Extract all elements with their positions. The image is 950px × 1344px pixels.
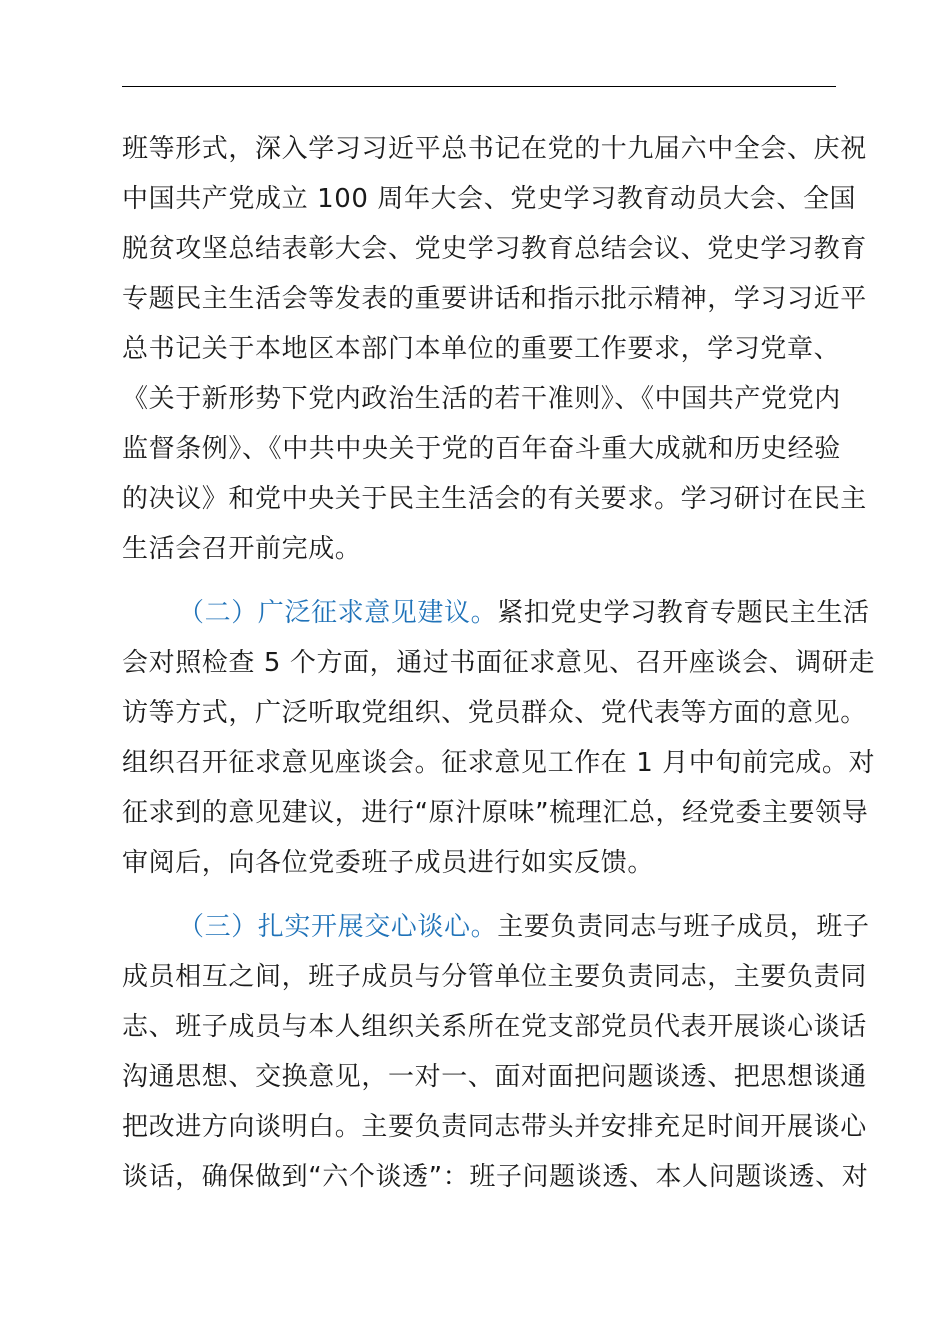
text-line: 的决议》和党中央关于民主生活会的有关要求。学习研讨在民主 (122, 484, 867, 514)
paragraph-study-materials (122, 124, 867, 574)
text-line: 把改进方向谈明白。主要负责同志带头并安排充足时间开展谈心 (122, 1112, 867, 1142)
paragraph-solicit-opinions (122, 588, 876, 888)
text-line: 监督条例》、《中共中央关于党的百年奋斗重大成就和历史经验 (122, 434, 841, 464)
text-line: 专题民主生活会等发表的重要讲话和指示批示精神，学习习近平 (122, 284, 867, 314)
paragraph-heart-to-heart (122, 902, 870, 1202)
text-line: 成员相互之间，班子成员与分管单位主要负责同志，主要负责同 (122, 962, 867, 992)
text-line-first (122, 588, 870, 638)
text-line: 《关于新形势下党内政治生活的若干准则》、《中国共产党党内 (122, 384, 841, 414)
text-line: 沟通思想、交换意见，一对一、面对面把问题谈透、把思想谈通 (122, 1062, 867, 1092)
document-body (122, 124, 876, 1202)
heading-continuation: 紧扣党史学习教育专题民主生活 (497, 598, 870, 628)
text-line: 会对照检查 5 个方面，通过书面征求意见、召开座谈会、调研走 (122, 648, 876, 678)
text-line: 脱贫攻坚总结表彰大会、党史学习教育总结会议、党史学习教育 (122, 234, 867, 264)
paragraph-gap (122, 888, 838, 902)
section-heading-3: （三）扎实开展交心谈心。 (178, 912, 498, 942)
text-line: 审阅后，向各位党委班子成员进行如实反馈。 (122, 848, 655, 878)
heading-continuation: 主要负责同志与班子成员，班子 (497, 912, 870, 942)
text-line: 志、班子成员与本人组织关系所在党支部党员代表开展谈心谈话 (122, 1012, 867, 1042)
text-line: 中国共产党成立 100 周年大会、党史学习教育动员大会、全国 (122, 184, 857, 214)
text-line: 生活会召开前完成。 (122, 534, 362, 564)
text-line: 总书记关于本地区本部门本单位的重要工作要求，学习党章、 (122, 334, 841, 364)
text-line: 谈话，确保做到“六个谈透”：班子问题谈透、本人问题谈透、对 (122, 1162, 869, 1192)
paragraph-gap (122, 574, 838, 588)
text-line-first (122, 902, 870, 952)
text-line: 班等形式，深入学习习近平总书记在党的十九届六中全会、庆祝 (122, 134, 867, 164)
text-line: 征求到的意见建议，进行“原汁原味”梳理汇总，经党委主要领导 (122, 798, 869, 828)
text-line: 访等方式，广泛听取党组织、党员群众、党代表等方面的意见。 (122, 698, 867, 728)
header-rule (122, 86, 836, 87)
text-line: 组织召开征求意见座谈会。征求意见工作在 1 月中旬前完成。对 (122, 748, 876, 778)
section-heading-2: （二）广泛征求意见建议。 (178, 598, 498, 628)
